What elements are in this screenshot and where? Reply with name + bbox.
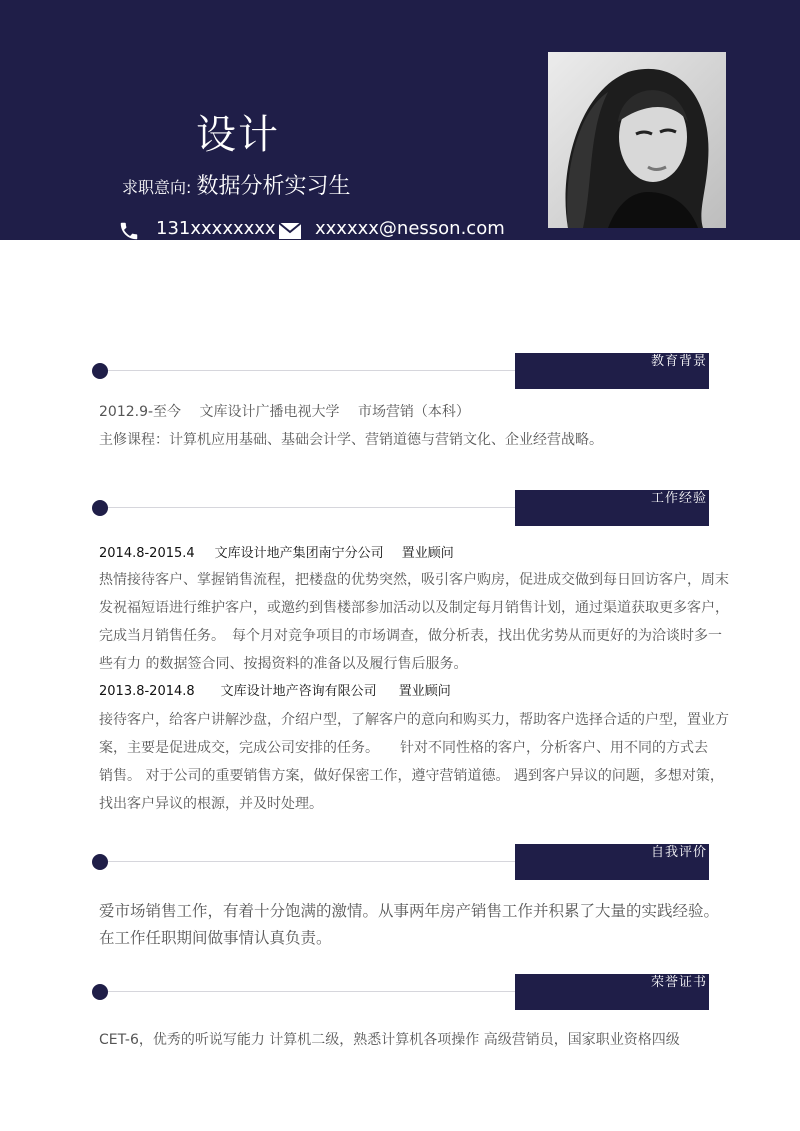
self-eval-line-1: 爱市场销售工作，有着十分饱满的激情。从事两年房产销售工作并积累了大量的实践经验。 <box>99 902 720 920</box>
candidate-name: 设计 <box>196 112 280 158</box>
honors-divider <box>108 991 516 992</box>
job-1-desc-line: 完成当月销售任务。 每个月对竞争项目的市场调查，做分析表，找出优劣势从而更好的为洽谈时多一 <box>99 628 722 644</box>
honors-header <box>515 974 709 1010</box>
email-address: xxxxxx@nesson.com <box>315 218 505 239</box>
job-2-desc-line: 销售。 对于公司的重要销售方案，做好保密工作，遵守营销道德。 遇到客户异议的问题，多想对策， <box>99 768 724 784</box>
honors-line-1: CET-6，优秀的听说写能力 计算机二级，熟悉计算机各项操作 高级营销员，国家职业资格四级 <box>99 1032 680 1048</box>
job-1-period: 2014.8-2015.4 <box>99 546 195 561</box>
job-1-desc-line: 热情接待客户、掌握销售流程，把楼盘的优势突然，吸引客户购房，促进成交做到每日回访客户，周末 <box>99 572 729 588</box>
envelope-icon <box>278 222 302 244</box>
job-1-desc-line: 发祝福短语进行维护客户，或邀约到售楼部参加活动以及制定每月销售计划，通过渠道获取更多客户， <box>99 600 729 616</box>
self-eval-title: 自我评价 <box>650 845 707 860</box>
job-2-desc-line: 案，主要是促进成交，完成公司安排的任务。 针对不同性格的客户，分析客户、用不同的方式去 <box>99 740 708 756</box>
work-title: 工作经验 <box>650 491 707 506</box>
self-eval-bullet <box>92 854 108 870</box>
job-2-period: 2013.8-2014.8 <box>99 684 195 699</box>
education-courses: 主修课程：计算机应用基础、基础会计学、营销道德与营销文化、企业经营战略。 <box>99 432 603 448</box>
phone-icon <box>118 220 140 246</box>
education-line-1: 2012.9-至今 文库设计广播电视大学 市场营销（本科） <box>99 404 470 420</box>
job-1-header <box>99 544 454 564</box>
work-bullet <box>92 500 108 516</box>
header-banner <box>0 0 800 240</box>
education-title: 教育背景 <box>650 354 707 369</box>
job-2-role: 置业顾问 <box>398 684 451 699</box>
job-2-desc-line: 找出客户异议的根源，并及时处理。 <box>99 796 323 812</box>
work-divider <box>108 507 516 508</box>
education-header <box>515 353 709 389</box>
honors-title: 荣誉证书 <box>650 975 707 990</box>
work-header <box>515 490 709 526</box>
honors-bullet <box>92 984 108 1000</box>
self-eval-header <box>515 844 709 880</box>
phone-number: 131xxxxxxxx <box>156 218 276 239</box>
job-1-company: 文库设计地产集团南宁分公司 <box>214 546 384 561</box>
job-intent-value: 数据分析实习生 <box>196 174 351 199</box>
self-eval-line-2: 在工作任职期间做事情认真负责。 <box>99 929 332 947</box>
job-2-header <box>99 682 451 702</box>
self-eval-divider <box>108 861 516 862</box>
education-bullet <box>92 363 108 379</box>
job-intent <box>122 172 351 203</box>
job-1-role: 置业顾问 <box>401 546 454 561</box>
education-divider <box>108 370 516 371</box>
job-1-desc-line: 些有力 的数据签合同、按揭资料的准备以及履行售后服务。 <box>99 656 468 672</box>
job-intent-label: 求职意向: <box>122 178 192 197</box>
job-2-desc-line: 接待客户，给客户讲解沙盘，介绍户型，了解客户的意向和购买力，帮助客户选择合适的户型，置业方 <box>99 712 729 728</box>
portrait-photo <box>548 52 726 228</box>
job-2-company: 文库设计地产咨询有限公司 <box>220 684 377 699</box>
